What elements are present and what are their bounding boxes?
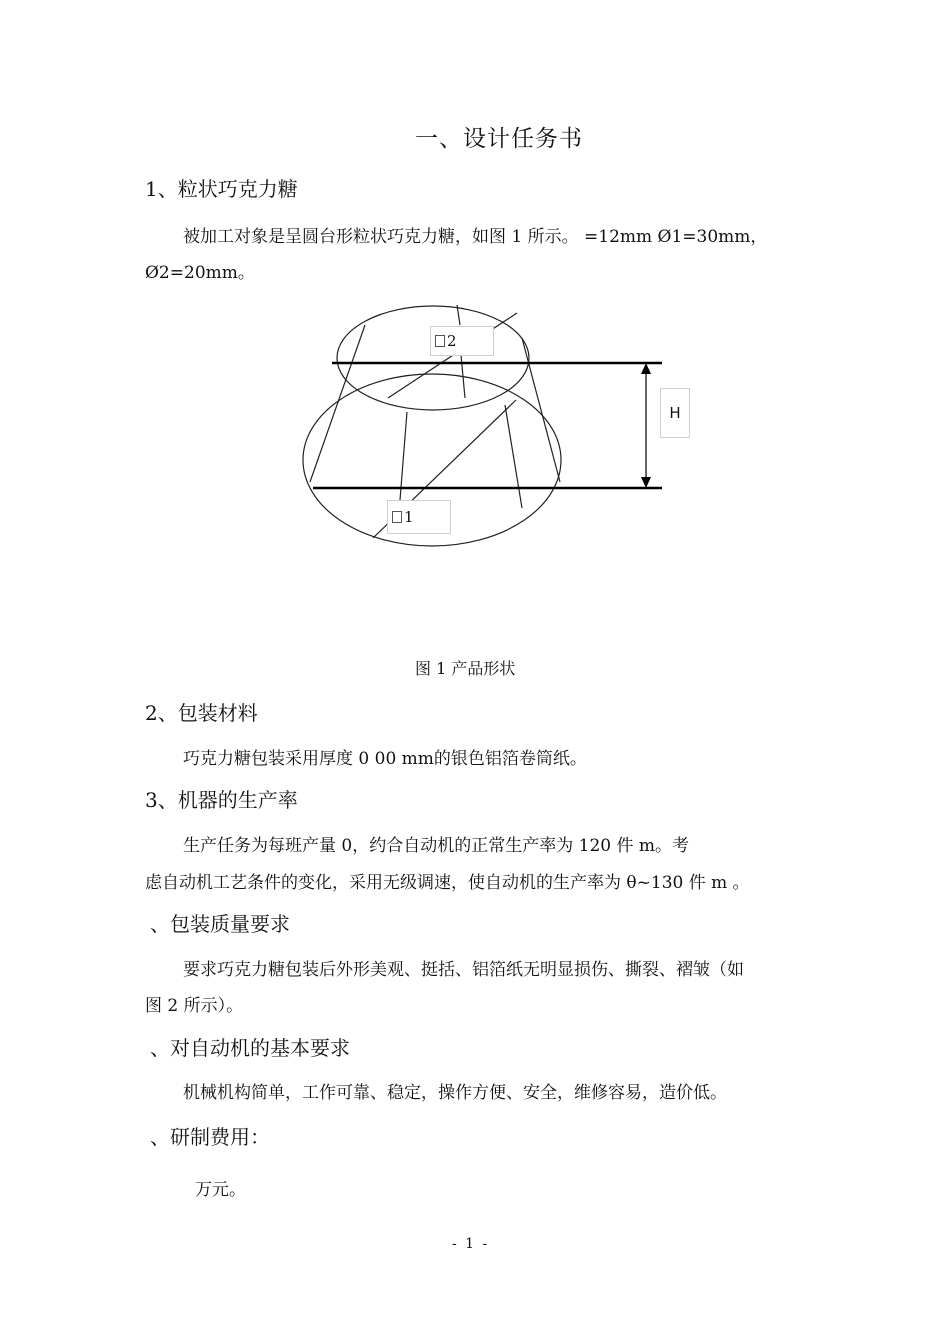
section-3-heading: 3、机器的生产率 [145,788,298,812]
circle-icon [435,335,445,347]
section-1-text-line-2: Ø2=20mm。 [145,263,255,283]
section-4-heading: 、包装质量要求 [150,912,290,936]
height-dimension-arrow [641,363,651,488]
page-title: 一、设计任务书 [415,126,583,152]
section-2-heading: 2、包装材料 [145,701,258,725]
section-4-text-line-2: 图 2 所示）。 [145,996,244,1016]
section-3-text-line-1: 生产任务为每班产量 0，约合自动机的正常生产率为 120 件 m。考 [183,836,689,856]
section-5-heading: 、对自动机的基本要求 [150,1036,350,1060]
height-label: H [660,388,690,438]
page-number: - 1 - [452,1236,490,1252]
inner-line-lower-right [505,405,522,508]
section-3-text-line-2: 虑自动机工艺条件的变化，采用无级调速，使自动机的生产率为 θ~130 件 m 。 [145,873,750,893]
side-line-right [522,338,560,482]
section-1-heading: 1、粒状巧克力糖 [145,177,298,201]
circle-icon [392,511,402,523]
section-2-text: 巧克力糖包装采用厚度 0 00 mm的银色铝箔卷筒纸。 [183,749,587,769]
section-6-text: 万元。 [195,1180,246,1200]
diameter-2-label: 2 [430,326,494,356]
figure-caption: 图 1 产品形状 [415,659,516,678]
section-5-text: 机械机构简单，工作可靠、稳定，操作方便、安全，维修容易，造价低。 [183,1083,727,1103]
section-1-text-line-1: 被加工对象是呈圆台形粒状巧克力糖，如图 1 所示。 =12mm Ø1=30mm， [183,227,768,247]
diameter-1-label: 1 [387,500,451,534]
section-6-heading: 、研制费用： [150,1125,270,1149]
side-line-left [310,325,365,482]
top-ellipse [337,306,529,410]
product-shape-diagram [0,0,950,640]
section-4-text-line-1: 要求巧克力糖包装后外形美观、挺括、铝箔纸无明显损伤、撕裂、褶皱（如 [183,960,744,980]
